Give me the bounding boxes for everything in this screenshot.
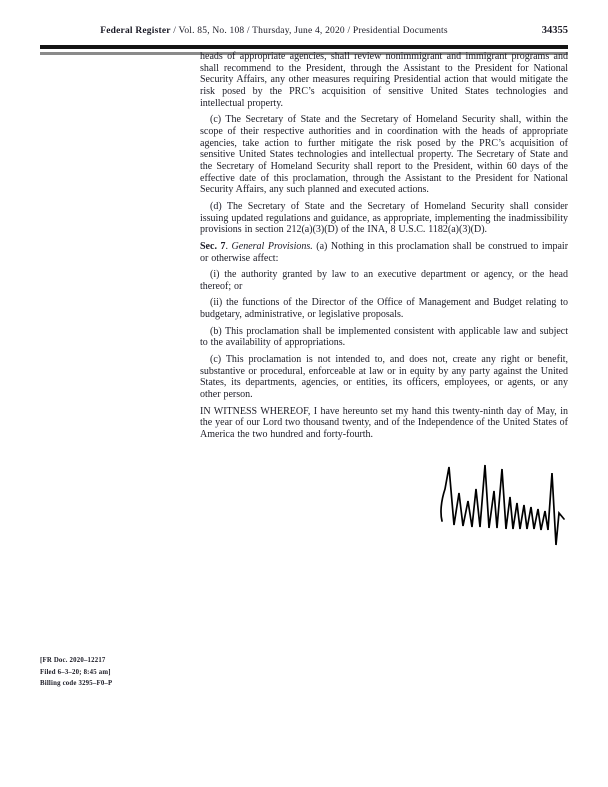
- page-header: [40, 26, 568, 42]
- signature-glyph: [428, 455, 576, 555]
- presidential-signature: [428, 455, 576, 555]
- text-run: heads of appropriate agencies, shall review nonimmigrant and immigrant programs and shall recommend to the President, through the Assistant to the President for National Security Affairs, any other measures requiring Presidential action that would mitigate the risk posed by the PRC’s acquisition of sensitive United States technologies and intellectual property.: [200, 51, 568, 109]
- text-run: (a) Nothing in this proclamation shall be construed to impair or otherwise affect:: [200, 240, 569, 264]
- text-run: (c) The Secretary of State and the Secretary of Homeland Security shall, within the scope of their respective authorities and in coordination with the heads of appropriate agencies, take action to further mitigate the risk posed by the PRC’s acquisition of sensitive United States technologies and intellectual property. The Secretary of State and the Secretary of Homeland Security shall report to the President, within 60 days of the effective date of this proclamation, through the Assistant to the President for National Security Affairs, any such planned and executed actions.: [200, 114, 568, 196]
- text-run: IN WITNESS WHEREOF, I have hereunto set my hand this twenty-ninth day of May, in the year of our Lord two thousand twenty, and of the Independence of the United States of America the two hundred and forty-fourth.: [200, 405, 568, 441]
- document-body: [200, 51, 568, 446]
- paragraph: [200, 297, 568, 320]
- journal-title: Federal Register: [100, 26, 171, 36]
- running-head: [40, 26, 508, 36]
- paragraph: [200, 269, 568, 292]
- paragraph: [200, 326, 568, 349]
- page-footer: [40, 655, 112, 690]
- text-run: (ii) the functions of the Director of the Office of Management and Budget relating to budgetary, administrative, or legislative proposals.: [200, 297, 568, 321]
- page-number: 34355: [541, 25, 568, 36]
- paragraph: [200, 354, 568, 401]
- text-run: (b) This proclamation shall be implemented consistent with applicable law and subject to the availability of appropriations.: [200, 325, 568, 349]
- text-run: (i) the authority granted by law to an executive department or agency, or the head thereof; or: [200, 269, 568, 292]
- text-run: General Provisions.: [231, 240, 313, 252]
- text-run: (c) This proclamation is not intended to, and does not, create any right or benefit, substantive or procedural, enforceable at law or in equity by any party against the United States, its departments, agencies, or entities, its officers, employees, or agents, or any other person.: [200, 354, 568, 401]
- paragraph: [200, 201, 568, 236]
- issue-info: / Vol. 85, No. 108 / Thursday, June 4, 2020 / Presidential Documents: [170, 26, 448, 36]
- text-run: (d) The Secretary of State and the Secretary of Homeland Security shall consider issuing updated regulations and guidance, as appropriate, implementing the inadmissibility provisions in section 212(a)(3)(D) of the INA, 8 U.S.C. 1182(a)(3)(D).: [200, 200, 568, 236]
- text-run: Sec. 7: [200, 240, 226, 252]
- filed-date: Filed 6–3–20; 8:45 am]: [40, 668, 111, 676]
- paragraph: [200, 406, 568, 441]
- billing-code: Billing code 3295–F0–P: [40, 680, 113, 687]
- paragraph: [200, 114, 568, 196]
- paragraph: [200, 241, 568, 264]
- text-run: .: [225, 240, 232, 252]
- paragraph: [200, 51, 568, 109]
- fr-doc-number: [FR Doc. 2020–12217: [40, 657, 106, 664]
- header-rule-thick: [40, 45, 568, 49]
